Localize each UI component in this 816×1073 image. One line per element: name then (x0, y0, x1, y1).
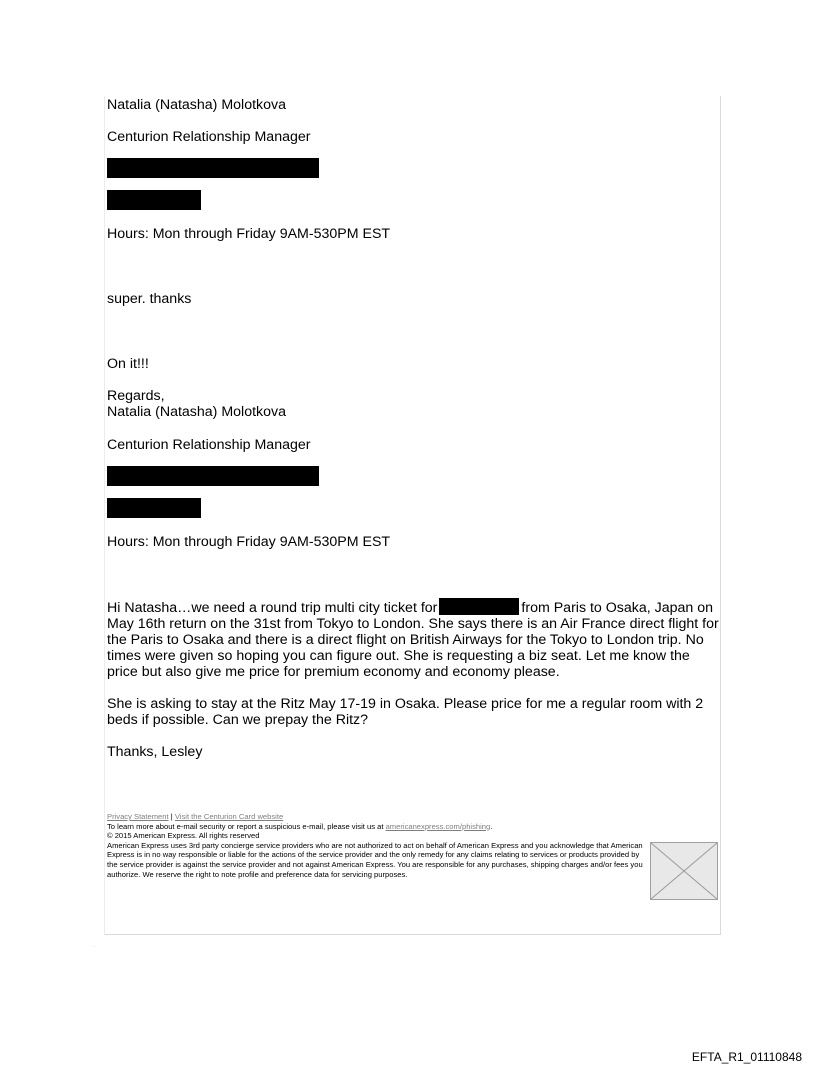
redacted-block (107, 466, 319, 486)
message-signoff: Thanks, Lesley (107, 744, 203, 760)
bates-stamp: EFTA_R1_01110848 (691, 1050, 802, 1064)
phishing-link[interactable]: americanexpress.com/phishing (385, 821, 491, 831)
regards-text: Regards, (107, 388, 165, 404)
email-footer (107, 812, 647, 879)
sender-name: Natalia (Natasha) Molotkova (107, 97, 286, 113)
redacted-name (439, 598, 519, 615)
reply-text: super. thanks (107, 291, 192, 307)
message-paragraph (107, 598, 719, 680)
sender-hours: Hours: Mon through Friday 9AM-530PM EST (107, 534, 391, 550)
broken-image-icon (650, 842, 718, 900)
sender-hours: Hours: Mon through Friday 9AM-530PM EST (107, 226, 391, 242)
message-paragraph: She is asking to stay at the Ritz May 17-19 in Osaka. Please price for me a regular room with 2 beds if possible. Can we prepay the Ritz? (107, 696, 704, 728)
link-separator: | (170, 812, 173, 821)
copyright-text: © 2015 American Express. All rights reserved (107, 831, 260, 841)
sender-role: Centurion Relationship Manager (107, 129, 311, 145)
sender-name: Natalia (Natasha) Molotkova (107, 404, 286, 420)
reply-text: On it!!! (107, 356, 149, 372)
sender-role: Centurion Relationship Manager (107, 437, 311, 453)
message-text: Hi Natasha…we need a round trip multi city ticket for (107, 600, 438, 616)
footer-links-row (107, 812, 647, 822)
page-mark: · (94, 944, 96, 949)
message-text: from Paris to Osaka, Japan on May 16th return on the 31st from Tokyo to London. She says there is an Air France direct flight for the Paris to Osaka and there is a direct flight on British Airways for the Tokyo to London trip. No times were given so hoping you can figure out. She is requesting a biz seat. Let me know the price but also give me price for premium economy and economy please. (107, 600, 719, 680)
centurion-website-link[interactable]: Visit the Centurion Card website (174, 812, 284, 821)
redacted-block (107, 498, 201, 518)
disclaimer-text: American Express uses 3rd party concierge service providers who are not authorized to act on behalf of American Express and you acknowledge that American Express is in no way responsible or liable for the actions of the service provider and the only remedy for any claims relating to services or products provided by the service provider is against the service provider and not against American Express. You are responsible for any purchases, shipping charges and/or fees you authorize. We reserve the right to note profile and preference data for servicing purposes. (107, 840, 643, 879)
privacy-statement-link[interactable]: Privacy Statement (107, 812, 169, 821)
redacted-block (107, 190, 201, 210)
redacted-block (107, 158, 319, 178)
security-notice: To learn more about e-mail security or report a suspicious e-mail, please visit us at americanexpress.com/phishing. (107, 821, 493, 831)
